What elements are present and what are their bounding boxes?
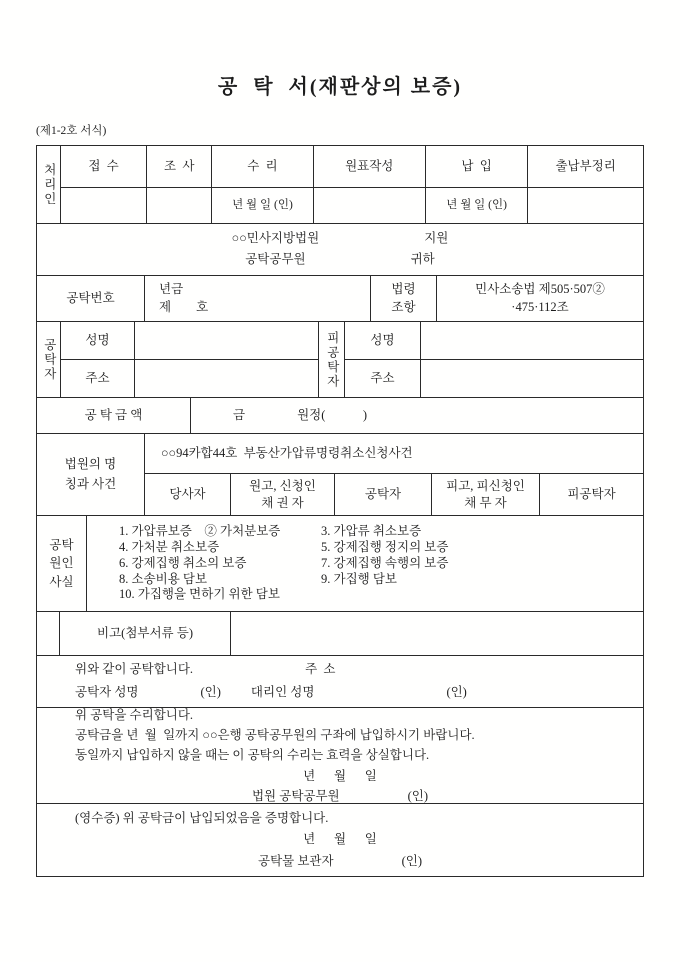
seal-mark: (인) <box>407 788 429 803</box>
depositor-signature-label: 공탁자 성명 <box>75 685 139 699</box>
deposit-number-row <box>37 276 643 322</box>
statute-value: 민사소송법 제505·507② ·475·112조 <box>475 281 605 314</box>
remark-label-box: 비고(첨부서류 등) <box>59 612 231 655</box>
cause-section-label: 공탁 원인 사실 <box>37 516 87 611</box>
process-header-acceptance: 수 리 <box>212 146 313 188</box>
amount-prefix: 금 <box>233 407 246 422</box>
cause-list-row: 10. 가집행을 면하기 위한 담보 <box>119 587 280 602</box>
seal-mark: (인) <box>200 685 221 699</box>
process-value-date-seal: 년 월 일 (인) <box>426 188 528 223</box>
process-value-cell <box>528 188 643 223</box>
cause-list <box>87 516 643 611</box>
cause-list-row: 1. 가압류보증 ② 가처분보증 3. 가압류 취소보증 <box>119 524 422 538</box>
receipt-date-line: 년 월 일 <box>303 832 377 847</box>
process-header-review: 조 사 <box>147 146 212 188</box>
payment-instruction: 공탁금을 년 월 일까지 ○○은행 공탁공무원의 구좌에 납입하시기 바랍니다. <box>75 728 475 743</box>
deposittee-address-label: 주소 <box>345 360 421 397</box>
page-title: 공 탁 서(재판상의 보증) <box>217 76 463 98</box>
amount-label: 공 탁 금 액 <box>37 398 191 433</box>
declaration-section <box>37 656 643 708</box>
party-deposittee-cell: 피공탁자 <box>567 486 616 501</box>
cause-list-row: 4. 가처분 취소보증 5. 강제집행 정지의 보증 <box>119 539 449 554</box>
deposittee-side-label: 피공탁자 <box>319 322 345 397</box>
court-officer-signature-label: 법원 공탁공무원 <box>251 788 340 803</box>
agent-signature-label: 대리인 성명 <box>250 685 315 699</box>
court-address-section <box>37 224 643 276</box>
process-value-date-seal: 년 월 일 (인) <box>212 188 313 223</box>
court-name: ○○민사지방법원 <box>231 231 320 246</box>
receipt-section <box>37 804 643 876</box>
court-branch-label: 지원 <box>424 231 449 246</box>
deposittee-address-value <box>421 360 643 397</box>
amount-suffix: 원정( ) <box>297 407 368 422</box>
amount-row <box>37 398 643 434</box>
process-value-cell <box>147 188 212 223</box>
deposit-number-label: 공탁번호 <box>37 276 145 321</box>
acceptance-statement: 위 공탁을 수리합니다. <box>75 707 194 722</box>
statute-label: 법령 조항 <box>371 276 437 321</box>
deposittee-name-value <box>421 322 643 360</box>
party-header-label: 당사자 <box>145 474 231 515</box>
cause-list-row: 6. 강제집행 취소의 보증 7. 강제집행 속행의 보증 <box>119 555 449 570</box>
depositor-name-value <box>135 322 319 360</box>
remark-row <box>37 612 643 656</box>
acceptance-date-line: 년 월 일 <box>303 768 377 783</box>
deposit-form-table <box>36 145 644 877</box>
depositor-address-value <box>135 360 319 397</box>
process-value-cell <box>314 188 426 223</box>
deposit-officer-label: 공탁공무원 <box>245 252 306 266</box>
amount-value <box>191 398 643 433</box>
process-header-record: 원표작성 <box>314 146 426 188</box>
custodian-signature-label: 공탁물 보관자 <box>258 853 334 868</box>
process-header-receipt: 접 수 <box>61 146 147 188</box>
party-plaintiff-cell: 원고, 신청인 채 권 자 <box>231 474 335 515</box>
process-value-cell <box>61 188 147 223</box>
process-header-payment: 납 입 <box>426 146 528 188</box>
seal-mark: (인) <box>401 853 422 868</box>
acceptance-section <box>37 708 643 804</box>
case-name: ○○94카합44호 부동산가압류명령취소신청사건 <box>145 434 643 474</box>
depositor-side-label: 공탁자 <box>37 322 61 397</box>
form-number: (제1-2호 서식) <box>36 125 107 137</box>
honorific-label: 귀하 <box>410 252 435 266</box>
deposittee-name-label: 성명 <box>345 322 421 360</box>
parties-section <box>37 322 643 398</box>
party-defendant-cell: 피고, 피신청인 채 무 자 <box>432 474 540 515</box>
address-label: 주 소 <box>305 662 336 677</box>
process-header-ledger: 출납부정리 <box>528 146 643 188</box>
processor-side-label: 처리인 <box>37 146 61 223</box>
deposit-number-value: 년금 제 호 <box>145 276 371 321</box>
case-section-label: 법원의 명 칭과 사건 <box>37 434 145 515</box>
cause-list-row: 8. 소송비용 담보 9. 가집행 담보 <box>119 571 398 586</box>
depositor-name-label: 성명 <box>61 322 135 360</box>
declaration-statement: 위와 같이 공탁합니다. <box>75 662 194 677</box>
receipt-statement: (영수증) 위 공탁금이 납입되었음을 증명합니다. <box>75 810 329 825</box>
processing-section <box>37 146 643 224</box>
case-section <box>37 434 643 516</box>
forfeit-notice: 동일까지 납입하지 않을 때는 이 공탁의 수리는 효력을 상실합니다. <box>75 748 430 763</box>
cause-section <box>37 516 643 612</box>
seal-mark: (인) <box>446 685 467 699</box>
depositor-address-label: 주소 <box>61 360 135 397</box>
party-depositor-cell: 공탁자 <box>335 474 432 515</box>
